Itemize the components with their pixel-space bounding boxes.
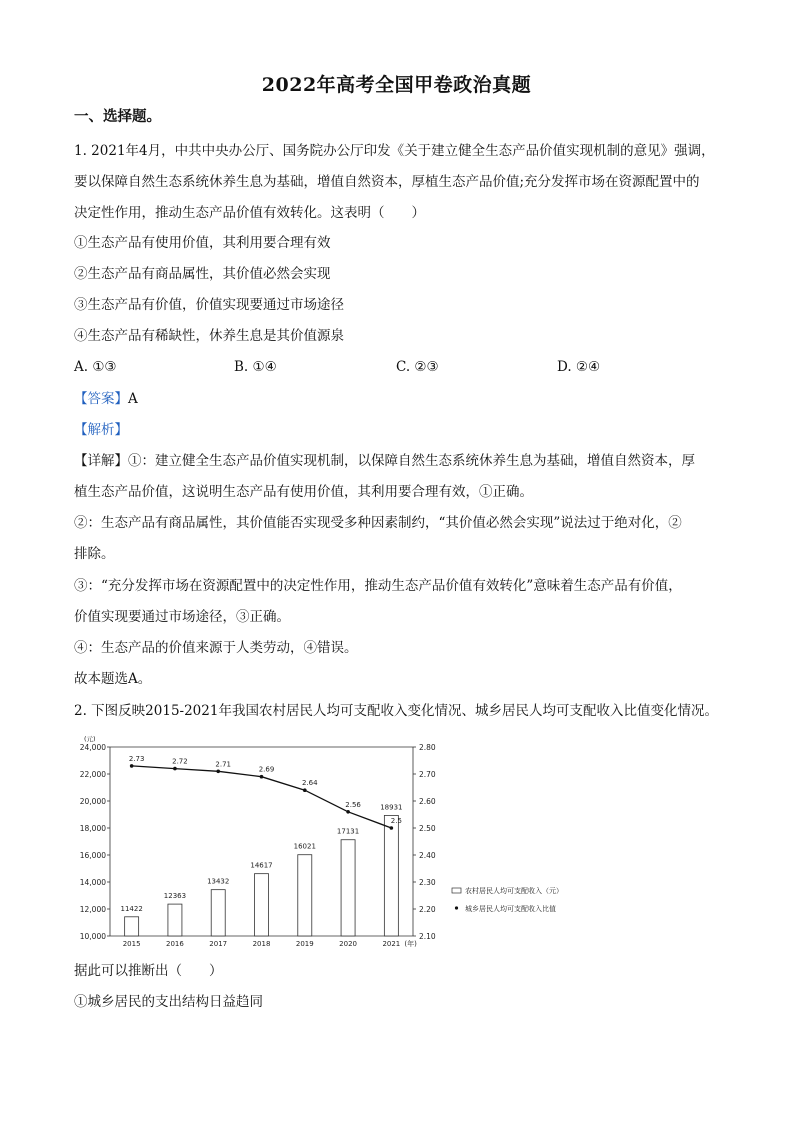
x-tick-label: 2019 [295,940,314,948]
bar-value-label: 18931 [380,803,403,812]
q1-stem-line-3: 决定性作用，推动生态产品价值有效转化。这表明（ ） [74,205,425,221]
left-tick-label: 14,000 [79,878,106,887]
right-tick-label: 2.70 [419,770,436,779]
q1-explanation-3: ②：生态产品有商品属性，其价值能否实现受多种因素制约，“其价值必然会实现”说法过于绝对化，② [74,515,682,531]
bar-value-label: 16021 [293,842,316,851]
left-axis-unit: (元) [84,735,96,743]
x-tick-label: 2016 [166,940,184,948]
q2-statement-1: ①城乡居民的支出结构日益趋同 [74,994,263,1010]
q1-statement-2: ②生态产品有商品属性，其价值必然会实现 [74,266,331,282]
q1-explanation-6: 价值实现要通过市场途径，③正确。 [74,609,290,625]
bar-value-label: 11422 [120,904,143,913]
q1-explanation-8: 故本题选A。 [74,671,152,687]
answer-value: A [128,391,138,407]
q1-option-c: C. ②③ [396,359,439,375]
q1-statement-1: ①生态产品有使用价值，其利用要合理有效 [74,235,331,251]
right-tick-label: 2.30 [419,878,436,887]
analysis-tag: 【解析】 [74,422,128,438]
bar-value-label: 13432 [207,877,230,886]
q1-explanation-1 [74,451,695,471]
right-tick-label: 2.40 [419,851,436,860]
q1-explanation-7: ④：生态产品的价值来源于人类劳动，④错误。 [74,640,358,656]
q2-prompt: 据此可以推断出（ ） [74,963,223,979]
legend-bar-label: 农村居民人均可支配收入（元） [465,887,563,895]
q1-stem-line-1: 1. 2021年4月，中共中央办公厅、国务院办公厅印发《关于建立健全生态产品价值实现机制的意见》强调， [74,143,715,159]
bar-value-label: 17131 [336,827,360,836]
ratio-value-label: 2.64 [301,779,318,788]
q1-statement-3: ③生态产品有价值，价值实现要通过市场途径 [74,297,344,313]
q1-option-d: D. ②④ [557,359,601,375]
q2-stem: 2. 下图反映2015-2021年我国农村居民人均可支配收入变化情况、城乡居民人均可支配收入比值变化情况。 [74,703,718,719]
bar-value-label: 12363 [163,892,187,901]
right-tick-label: 2.60 [419,797,436,806]
ratio-point [130,764,134,768]
income-bar [211,890,225,936]
ratio-point [173,767,177,771]
left-tick-label: 12,000 [79,905,106,914]
income-bar [125,917,139,936]
ratio-value-label: 2.5 [390,817,402,825]
left-tick-label: 10,000 [79,932,106,941]
q1-answer-line [74,389,138,409]
income-bar [298,855,312,936]
q1-stem-line-2: 要以保障自然生态系统休养生息为基础，增值自然资本，厚植生态产品价值;充分发挥市场在资源配置中的 [74,174,700,190]
ratio-point [260,775,264,779]
x-tick-label: 2018 [252,940,271,948]
ratio-point [216,770,220,774]
x-tick-label: 2021 [382,940,401,948]
ratio-point [303,788,307,792]
income-bar [341,840,355,936]
q1-explanation-4: 排除。 [74,546,115,562]
left-tick-label: 22,000 [79,770,106,779]
q1-statement-4: ④生态产品有稀缺性，休养生息是其价值源泉 [74,328,344,344]
x-axis-unit: (年) [404,940,417,948]
detail-tag: 【详解】 [74,453,128,469]
left-tick-label: 20,000 [79,797,106,806]
bar-value-label: 14617 [250,861,273,870]
section-heading: 一、选择题。 [74,108,161,125]
q1-explanation-5: ③：“充分发挥市场在资源配置中的决定性作用，推动生态产品价值有效转化”意味着生态产品有价值， [74,578,682,594]
ratio-value-label: 2.73 [128,754,145,763]
q1-option-b: B. ①④ [234,359,277,375]
income-bar [384,815,398,936]
right-tick-label: 2.50 [419,824,436,833]
x-tick-label: 2020 [339,940,357,948]
legend-bar-swatch [452,888,461,893]
left-tick-label: 16,000 [79,851,106,860]
legend-line-label: 城乡居民人均可支配收入比值 [465,905,556,913]
q1-explanation-2: 植生态产品价值，这说明生态产品有使用价值，其利用要合理有效，①正确。 [74,484,533,500]
right-tick-label: 2.10 [419,932,436,941]
ratio-value-label: 2.71 [215,760,232,769]
legend-line-swatch [455,906,458,909]
answer-tag: 【答案】 [74,391,128,407]
ratio-point [390,826,394,830]
q1-option-a: A. ①③ [74,359,117,375]
page-title: 2022年高考全国甲卷政治真题 [261,74,532,96]
ratio-value-label: 2.69 [258,765,275,774]
income-bar [168,904,182,936]
income-bar [255,874,269,936]
x-tick-label: 2017 [209,940,228,948]
ratio-value-label: 2.56 [345,800,361,809]
ratio-point [346,810,350,814]
x-tick-label: 2015 [122,940,141,948]
explanation-text: ①：建立健全生态产品价值实现机制，以保障自然生态系统休养生息为基础，增值自然资本，厚 [128,453,695,469]
right-tick-label: 2.80 [419,743,436,752]
income-chart [60,733,660,951]
left-tick-label: 24,000 [79,743,106,752]
ratio-value-label: 2.72 [172,757,188,766]
left-tick-label: 18,000 [79,824,106,833]
right-tick-label: 2.20 [419,905,436,914]
